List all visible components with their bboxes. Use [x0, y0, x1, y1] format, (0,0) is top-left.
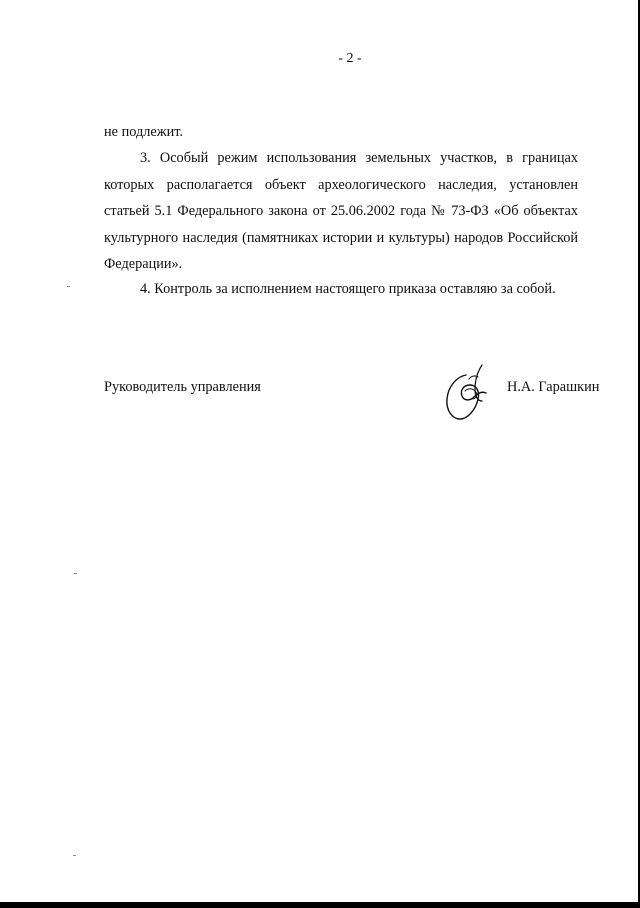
- page-number: - 2 -: [338, 51, 362, 66]
- paragraph-4: 4. Контроль за исполнением настоящего приказа оставляю за собой.: [140, 281, 556, 297]
- scan-artifact: [73, 855, 76, 856]
- signatory-name: Н.А. Гарашкин: [507, 379, 600, 395]
- page-border-bottom: [0, 902, 640, 908]
- paragraph-3: 3. Особый режим использования земельных участков, в границах которых располагается объект археологического наследия, установлен статьей 5.1 Федерального закона от 25.06.2002 года № 73-ФЗ «Об объектах культурного наследия (памятниках истории и культуры) народов Российской Федерации».: [104, 150, 578, 273]
- signatory-title: Руководитель управления: [104, 379, 261, 395]
- scan-artifact: [74, 573, 77, 574]
- scan-artifact: [67, 286, 70, 287]
- handwritten-signature: [430, 357, 496, 423]
- paragraph-continuation: не подлежит.: [104, 124, 183, 140]
